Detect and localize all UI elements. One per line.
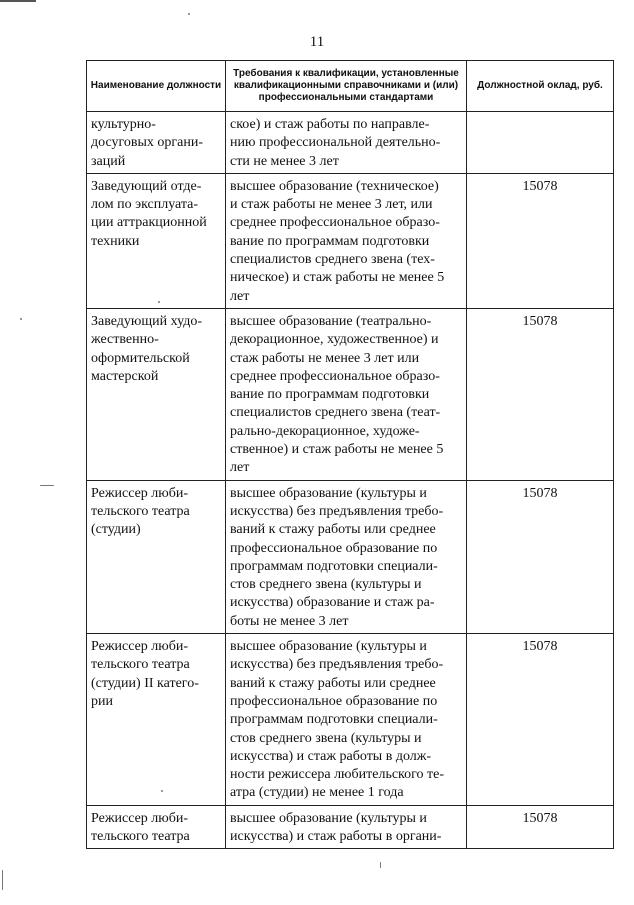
requirements-line: вание по программам подготовки: [230, 233, 430, 249]
requirements-line: лет: [230, 288, 250, 304]
qualification-table: [86, 60, 614, 849]
requirements-line: среднее профессиональное образо-: [230, 215, 440, 231]
page-number: 11: [309, 34, 325, 50]
requirements-line: искусства) и стаж работы в долж-: [230, 748, 432, 764]
header-position: Наименование должности: [87, 61, 226, 112]
requirements-line: ственное) и стаж работы не менее 5: [230, 442, 444, 458]
scan-speck: [40, 485, 54, 486]
requirements-cell: [226, 308, 467, 480]
position-line: Режиссер люби-: [91, 485, 189, 501]
requirements-line: специалистов среднего звена (тех-: [230, 252, 435, 268]
salary-cell: [467, 112, 614, 174]
requirements-line: атра (студии) не менее 1 года: [230, 785, 404, 801]
position-cell: [87, 173, 226, 308]
position-line: Режиссер люби-: [91, 639, 189, 655]
requirements-line: декорационное, художественное) и: [230, 332, 439, 348]
requirements-cell: [226, 634, 467, 806]
requirements-line: вание по программам подготовки: [230, 387, 430, 403]
position-line: жественно-: [91, 332, 159, 348]
position-line: культурно-: [91, 117, 156, 132]
table-body: [87, 112, 614, 849]
requirements-line: ности режиссера любительского те-: [230, 767, 445, 783]
position-cell: [87, 634, 226, 806]
table-row: [87, 173, 614, 308]
requirements-line: программам подготовки специали-: [230, 712, 438, 728]
table-row: [87, 480, 614, 633]
requirements-line: боты не менее 3 лет: [230, 613, 349, 629]
requirements-line: нию профессиональной деятельно-: [230, 135, 441, 151]
requirements-line: высшее образование (техническое): [230, 178, 439, 194]
requirements-line: ваний к стажу работы или среднее: [230, 522, 436, 538]
requirements-line: ваний к стажу работы или среднее: [230, 675, 436, 691]
table-row: [87, 112, 614, 174]
scan-speck: [188, 13, 190, 15]
salary-cell: 15078: [467, 634, 614, 806]
requirements-line: искусства) без предъявления требо-: [230, 503, 444, 519]
requirements-line: рально-декорационное, художе-: [230, 423, 420, 439]
requirements-line: искусства) без предъявления требо-: [230, 657, 444, 673]
requirements-cell: [226, 112, 467, 174]
position-line: тельского театра: [91, 503, 190, 519]
header-requirements: Требования к квалификации, установленные квалификационными справочниками и (или) профессиональными стандартами: [226, 61, 467, 112]
position-line: (студии): [91, 522, 141, 538]
position-cell: [87, 805, 226, 849]
position-line: тельского театра: [91, 828, 190, 844]
requirements-line: ническое) и стаж работы не менее 5: [230, 270, 445, 286]
scan-speck: [2, 870, 3, 890]
requirements-cell: [226, 805, 467, 849]
salary-cell: 15078: [467, 173, 614, 308]
requirements-line: стаж работы не менее 3 лет или: [230, 350, 420, 366]
position-line: ции аттракционной: [91, 215, 207, 231]
position-cell: [87, 308, 226, 480]
position-line: Заведующий худо-: [91, 313, 203, 329]
position-line: (студии) II катего-: [91, 675, 199, 691]
requirements-line: стов среднего звена (культуры и: [230, 730, 422, 746]
scan-speck: [158, 301, 160, 303]
position-cell: [87, 480, 226, 633]
position-line: досуговых органи-: [91, 135, 204, 151]
requirements-line: программам подготовки специали-: [230, 558, 438, 574]
position-line: тельского театра: [91, 657, 190, 673]
position-line: техники: [91, 233, 140, 249]
position-cell: [87, 112, 226, 174]
requirements-cell: [226, 173, 467, 308]
requirements-line: высшее образование (культуры и: [230, 810, 427, 826]
requirements-line: высшее образование (культуры и: [230, 639, 427, 655]
requirements-line: стов среднего звена (культуры и: [230, 577, 422, 593]
table-row: [87, 805, 614, 849]
position-line: Заведующий отде-: [91, 178, 202, 194]
requirements-line: среднее профессиональное образо-: [230, 368, 440, 384]
position-line: лом по эксплуата-: [91, 197, 199, 213]
requirements-line: сти не менее 3 лет: [230, 153, 339, 169]
position-line: рии: [91, 693, 113, 709]
requirements-line: специалистов среднего звена (теат-: [230, 405, 441, 421]
requirements-line: и стаж работы не менее 3 лет, или: [230, 197, 433, 213]
requirements-line: ское) и стаж работы по направле-: [230, 117, 430, 132]
position-line: заций: [91, 153, 126, 169]
requirements-line: профессиональное образование по: [230, 540, 438, 556]
scan-edge-mark: [0, 0, 36, 2]
requirements-line: лет: [230, 460, 250, 476]
table-row: [87, 308, 614, 480]
salary-cell: 15078: [467, 805, 614, 849]
table-row: [87, 634, 614, 806]
scan-speck: [20, 318, 22, 320]
position-line: мастерской: [91, 368, 159, 384]
header-salary: Должностной оклад, руб.: [467, 61, 614, 112]
position-line: оформительской: [91, 350, 190, 366]
scan-speck: [380, 862, 381, 868]
salary-cell: 15078: [467, 308, 614, 480]
requirements-line: высшее образование (культуры и: [230, 485, 427, 501]
position-line: Режиссер люби-: [91, 810, 189, 826]
requirements-line: профессиональное образование по: [230, 693, 438, 709]
scan-speck: [161, 790, 163, 792]
requirements-line: искусства) и стаж работы в органи-: [230, 828, 442, 844]
requirements-cell: [226, 480, 467, 633]
requirements-line: искусства) образование и стаж ра-: [230, 595, 435, 611]
requirements-line: высшее образование (театрально-: [230, 313, 432, 329]
table-header-row: [87, 61, 614, 112]
salary-cell: 15078: [467, 480, 614, 633]
